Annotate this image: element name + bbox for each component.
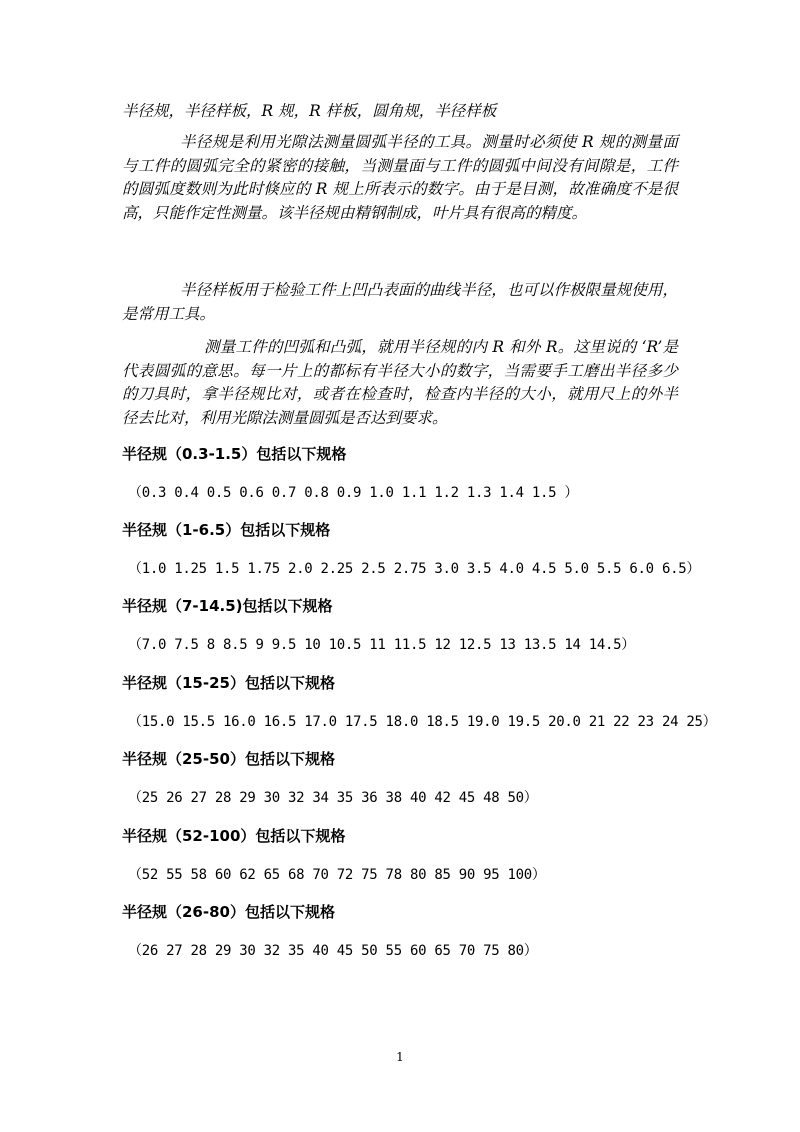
- spec-title: 半径规（1-6.5）包括以下规格: [122, 521, 331, 539]
- keywords-line: 半径规，半径样板，R 规，R 样板，圆角规，半径样板: [122, 102, 497, 120]
- spec-values: （7.0 7.5 8 8.5 9 9.5 10 10.5 11 11.5 12 12.5 13 13.5 14 14.5）: [128, 637, 635, 653]
- paragraph-radius-gauge-intro: 半径规是利用光隙法测量圆弧半径的工具。测量时必须使 R 规的测量面与工件的圆弧完全的紧密的接触，当测量面与工件的圆弧中间没有间隙是，工件的圆弧度数则为此时倏应的 R 规上所表示的数字。由于是目测，故准确度不是很高，只能作定性测量。该半径规由精钢制成，叶片具有很高的精度。: [122, 133, 678, 222]
- spec-values: （15.0 15.5 16.0 16.5 17.0 17.5 18.0 18.5 19.0 19.5 20.0 21 22 23 24 25）: [128, 714, 717, 730]
- spec-title: 半径规（25-50）包括以下规格: [122, 750, 335, 768]
- paragraph-radius-template-usage: 半径样板用于检验工件上凹凸表面的曲线半径，也可以作极限量规使用，是常用工具。: [122, 281, 678, 323]
- spec-title: 半径规（15-25）包括以下规格: [122, 674, 335, 692]
- spec-values: （26 27 28 29 30 32 35 40 45 50 55 60 65 70 75 80）: [128, 943, 538, 959]
- page-number: 1: [396, 1050, 404, 1064]
- spec-values: （1.0 1.25 1.5 1.75 2.0 2.25 2.5 2.75 3.0 3.5 4.0 4.5 5.0 5.5 6.0 6.5）: [128, 561, 701, 577]
- spec-title: 半径规（52-100）包括以下规格: [122, 827, 346, 845]
- spec-values: （25 26 27 28 29 30 32 34 35 36 38 40 42 45 48 50）: [128, 790, 538, 806]
- spec-title: 半径规（0.3-1.5）包括以下规格: [122, 445, 347, 463]
- spec-title: 半径规（7-14.5)包括以下规格: [122, 597, 333, 615]
- paragraph-measure-arcs: 测量工件的凹弧和凸弧，就用半径规的内 R 和外 R。这里说的 ‘R’是代表圆弧的意思。每一片上的都标有半径大小的数字，当需要手工磨出半径多少的刀具时，拿半径规比对，或者在检查时，检查内半径的大小，就用尺上的外半径去比对，利用光隙法测量圆弧是否达到要求。: [122, 338, 678, 427]
- spec-values: （52 55 58 60 62 65 68 70 72 75 78 80 85 90 95 100）: [128, 867, 546, 883]
- spec-title: 半径规（26-80）包括以下规格: [122, 903, 335, 921]
- spec-values: （0.3 0.4 0.5 0.6 0.7 0.8 0.9 1.0 1.1 1.2 1.3 1.4 1.5 ）: [128, 485, 579, 501]
